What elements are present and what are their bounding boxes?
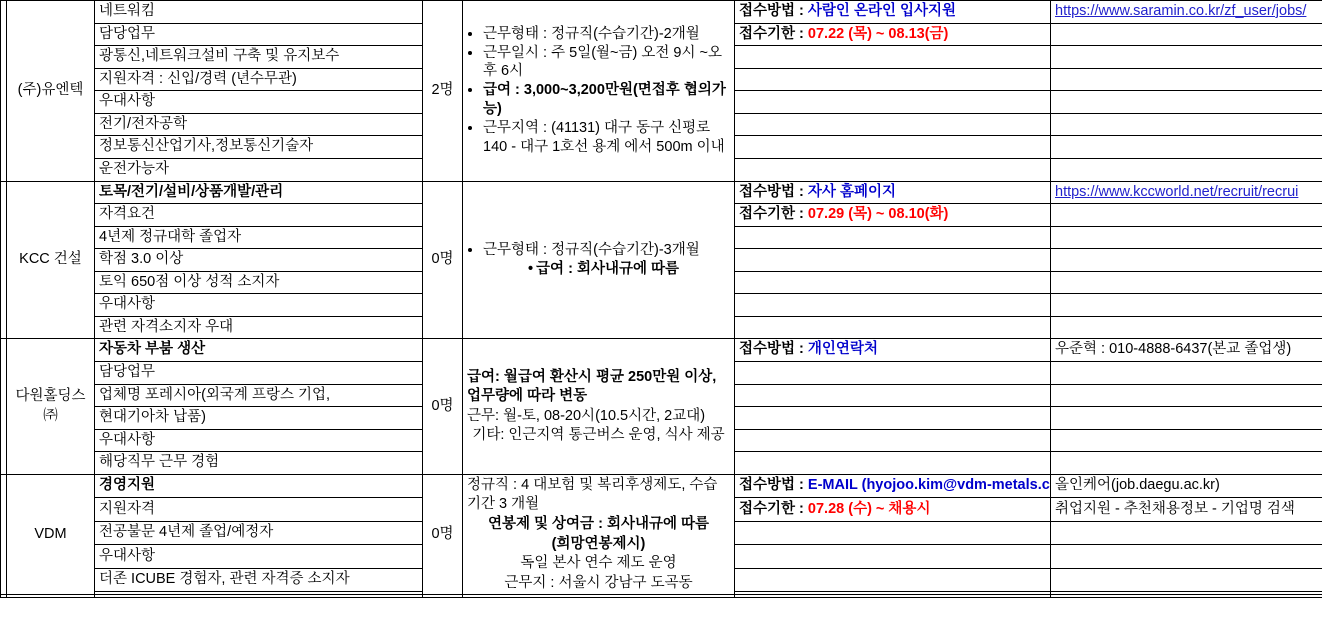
apply-link-text[interactable]: https://www.saramin.co.kr/zf_user/jobs/: [1055, 3, 1307, 19]
table-row: [1, 474, 1322, 497]
condition-item: • 근무일시 : 주 5일(월~금) 오전 9시 ~오후 6시: [483, 44, 730, 82]
apply-link[interactable]: [1051, 1, 1322, 24]
empty-cell: [735, 384, 1051, 407]
condition-item: • 근무형태 : 정규직(수습기간)-3개월: [483, 241, 730, 260]
table-row: [1, 181, 1322, 204]
apply-method: [735, 1, 1051, 24]
condition-item: 독일 본사 연수 제도 운영: [520, 555, 677, 572]
detail-line: 더존 ICUBE 경험자, 관련 자격증 소지자: [95, 568, 423, 591]
empty-cell: [735, 271, 1051, 294]
empty-cell: [735, 316, 1051, 339]
table-row: [1, 1, 1322, 24]
detail-line: 현대기아차 납품): [95, 407, 423, 430]
empty-cell: [1051, 294, 1322, 317]
condition-item: 근무: 월-토, 08-20시(10.5시간, 2교대): [467, 407, 706, 424]
apply-deadline: [735, 498, 1051, 521]
detail-line: 학점 3.0 이상: [95, 249, 423, 272]
empty-cell: [735, 158, 1051, 181]
apply-portal: 올인케어(job.daegu.ac.kr): [1051, 474, 1322, 497]
detail-line: 우대사항: [95, 91, 423, 114]
bullet-icon: •: [527, 260, 534, 277]
empty-cell: [1051, 271, 1322, 294]
detail-line: 정보통신산업기사,정보통신기술자: [95, 136, 423, 159]
detail-line: 담당업무: [95, 362, 423, 385]
empty-cell: [735, 568, 1051, 591]
detail-line: 우대사항: [95, 294, 423, 317]
condition-item: 정규직 : 4 대보험 및 복리후생제도, 수습기간 3 개월: [467, 476, 718, 513]
empty-cell: [735, 136, 1051, 159]
apply-deadline-label: 접수기한 :: [739, 500, 804, 517]
detail-line: 토목/전기/설비/상품개발/관리: [95, 181, 423, 204]
empty-cell: [735, 294, 1051, 317]
detail-line: 담당업무: [95, 23, 423, 46]
detail-line: 경영지원: [95, 474, 423, 497]
detail-line: 지원자격: [95, 498, 423, 521]
detail-line: 자격요건: [95, 204, 423, 227]
empty-cell: [735, 226, 1051, 249]
apply-method: [735, 339, 1051, 362]
empty-cell: [1051, 46, 1322, 69]
apply-method-value: 개인연락처: [807, 341, 878, 358]
company-name: KCC 건설: [7, 181, 95, 339]
company-name: 다원홀딩스㈜: [7, 339, 95, 474]
empty-cell: [735, 68, 1051, 91]
empty-cell: [1051, 249, 1322, 272]
conditions-cell: [463, 595, 735, 598]
condition-item: • 급여 : 3,000~3,200만원(면접후 협의가능): [483, 81, 730, 119]
apply-method: [735, 181, 1051, 204]
empty-cell: [1051, 545, 1322, 568]
empty-cell: [1051, 226, 1322, 249]
condition-item: • 근무형태 : 정규직(수습기간)-2개월: [483, 25, 730, 44]
apply-method-value: 자사 홈페이지: [807, 183, 896, 200]
detail-line: 우대사항: [95, 429, 423, 452]
empty-cell: [1051, 568, 1322, 591]
empty-cell: [1051, 362, 1322, 385]
apply-deadline-label: 접수기한 :: [739, 25, 804, 42]
apply-method-label: 접수방법 :: [739, 477, 804, 494]
apply-method-label: 접수방법 :: [739, 341, 804, 358]
apply-method: [735, 595, 1051, 598]
apply-link[interactable]: [1051, 181, 1322, 204]
hire-count: 0명: [423, 339, 463, 474]
detail-line: 전기/전자공학: [95, 113, 423, 136]
empty-cell: [1051, 429, 1322, 452]
detail-line: 지원자격 : 신입/경력 (년수무관): [95, 68, 423, 91]
empty-cell: [735, 91, 1051, 114]
apply-deadline: [735, 23, 1051, 46]
detail-line: 우대사항: [95, 545, 423, 568]
condition-item: 연봉제 및 상여금 : 회사내규에 따름: [487, 515, 710, 532]
detail-line: 업체명 포레시아(외국계 프랑스 기업,: [95, 384, 423, 407]
empty-cell: [1051, 136, 1322, 159]
empty-cell: [1051, 113, 1322, 136]
conditions-cell: [463, 339, 735, 474]
condition-item: 급여: 월급여 환산시 평균 250만원 이상, 업무량에 따라 변동: [467, 368, 717, 405]
empty-cell: [1051, 316, 1322, 339]
condition-item: 기타: 인근지역 통근버스 운영, 식사 제공: [472, 427, 725, 444]
apply-deadline-value: 07.22 (목) ~ 08.13(금): [807, 25, 949, 42]
apply-link: [1051, 595, 1322, 598]
empty-cell: [735, 113, 1051, 136]
detail-line: 네트워킴: [95, 1, 423, 24]
conditions-cell: [463, 181, 735, 339]
conditions-cell: [463, 1, 735, 182]
hire-count: 2명: [423, 1, 463, 182]
hire-count: 0명: [423, 181, 463, 339]
empty-cell: [735, 452, 1051, 475]
empty-cell: [1051, 204, 1322, 227]
empty-cell: [735, 249, 1051, 272]
empty-cell: [1051, 521, 1322, 544]
empty-cell: [1051, 452, 1322, 475]
empty-cell: [735, 429, 1051, 452]
table-row: [1, 339, 1322, 362]
hire-count: 0명: [423, 474, 463, 594]
detail-line: 운전가능자: [95, 158, 423, 181]
company-name: (주)유엔텍: [7, 1, 95, 182]
empty-cell: [1051, 91, 1322, 114]
condition-item: 근무지 : 서울시 강남구 도곡동: [504, 574, 693, 591]
condition-item: • 급여 : 회사내규에 따름: [527, 260, 680, 277]
empty-cell: [735, 46, 1051, 69]
apply-method-label: 접수방법 :: [739, 3, 804, 19]
apply-deadline-label: 접수기한 :: [739, 206, 804, 223]
detail-line: 토익 650점 이상 성적 소지자: [95, 271, 423, 294]
empty-cell: [1051, 407, 1322, 430]
empty-cell: [735, 521, 1051, 544]
contact-info: 우준혁 : 010-4888-6437(본교 졸업생): [1051, 339, 1322, 362]
apply-deadline-value: 07.28 (수) ~ 채용시: [807, 500, 931, 517]
empty-cell: [1051, 68, 1322, 91]
empty-cell: [1051, 384, 1322, 407]
detail-line: 광통신,네트워크설비 구축 및 유지보수: [95, 46, 423, 69]
empty-cell: [735, 545, 1051, 568]
detail-line: 전공불문 4년제 졸업/예정자: [95, 521, 423, 544]
apply-method-label: 접수방법 :: [739, 183, 804, 200]
company-name: [7, 595, 95, 598]
apply-link-text[interactable]: https://www.kccworld.net/recruit/recrui: [1055, 183, 1299, 200]
empty-cell: [1051, 23, 1322, 46]
empty-cell: [1051, 158, 1322, 181]
table-row-partial: [1, 595, 1322, 598]
apply-portal-path: 취업지원 - 추천채용정보 - 기업명 검색: [1051, 498, 1322, 521]
empty-cell: [735, 407, 1051, 430]
apply-method-value: 사람인 온라인 입사지원: [807, 3, 957, 19]
condition-item: (희망연봉제시): [551, 535, 646, 552]
detail-line: 자동차 부붐 생산: [95, 339, 423, 362]
company-name: VDM: [7, 474, 95, 594]
apply-method: [735, 474, 1051, 497]
detail-line: 4년제 정규대학 졸업자: [95, 226, 423, 249]
empty-cell: [735, 362, 1051, 385]
hire-count: [423, 595, 463, 598]
detail-line: [95, 595, 423, 598]
apply-deadline-value: 07.29 (목) ~ 08.10(화): [807, 206, 949, 223]
condition-item: • 근무지역 : (41131) 대구 동구 신평로 140 - 대구 1호선 용계 에서 500m 이내: [483, 119, 730, 157]
conditions-cell: [463, 474, 735, 594]
detail-line: 해당직무 근무 경험: [95, 452, 423, 475]
apply-deadline: [735, 204, 1051, 227]
apply-method-value: E-MAIL (hyojoo.kim@vdm-metals.c: [807, 477, 1050, 494]
detail-line: 관련 자격소지자 우대: [95, 316, 423, 339]
